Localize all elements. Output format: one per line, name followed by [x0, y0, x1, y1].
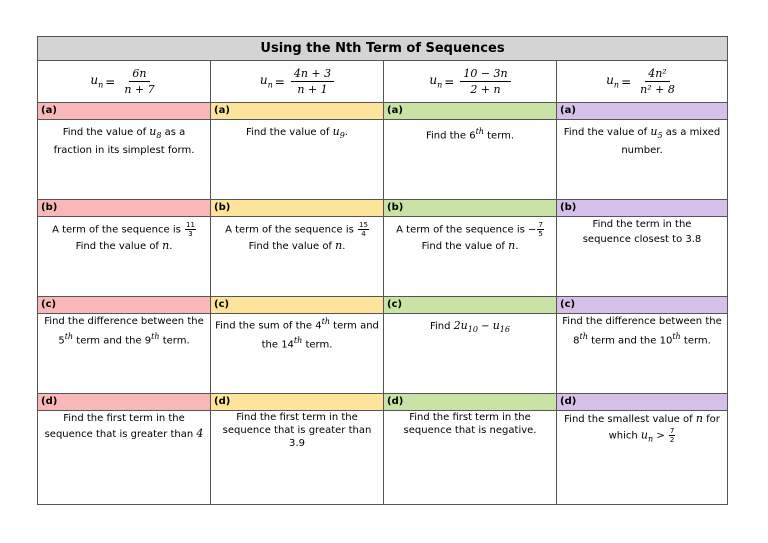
question-1b [38, 200, 210, 297]
column-3 [383, 61, 556, 504]
question-text: Find the difference between the 8th term and the 10th term. [562, 316, 722, 347]
question-text: Find the first term in the sequence that is negative. [403, 412, 537, 436]
question-text: Find the 6th term. [425, 127, 515, 142]
part-label: (b) [384, 200, 556, 217]
formula-lhs: $u_n$ [90, 73, 104, 90]
part-label: (a) [384, 103, 556, 120]
question-4a [557, 103, 727, 200]
question-text: Find the value of $u_9$. [246, 125, 348, 140]
column-2 [210, 61, 383, 504]
question-text: Find the difference between the 5th term and the 9th term. [44, 316, 204, 347]
question-text: A term of the sequence is − $\frac{7}{5}$ Find the value of n. [396, 221, 543, 252]
formula-4: $u_n$ = $\frac{\text{4n²}}{\text{n² + 8}}$ [557, 61, 727, 103]
part-label: (c) [384, 297, 556, 314]
formula-2: $u_n$ = $\frac{4n + 3}{n + 1}$ [211, 61, 383, 103]
question-text: A term of the sequence is $\frac{11}{3}$ Find the value of n. [52, 221, 195, 252]
part-label: (c) [38, 297, 210, 314]
question-text: Find the first term in the sequence that is greater than 3.9 [222, 412, 372, 449]
formula-lhs: $u_n$ [429, 73, 443, 90]
question-3a [384, 103, 556, 200]
part-label: (d) [38, 394, 210, 411]
formula-fraction: $\frac{6n}{n + 7}$ [124, 67, 155, 96]
question-1a [38, 103, 210, 200]
question-text: Find the first term in the sequence that is greater than 4 [44, 413, 204, 440]
question-4d [557, 394, 727, 491]
question-2b [211, 200, 383, 297]
worksheet-title: Using the Nth Term of Sequences [38, 37, 727, 61]
question-text: Find the value of $u_8$ as a fraction in its simplest form. [53, 125, 195, 156]
formula-fraction: $\frac{\text{4n²}}{\text{n² + 8}}$ [640, 67, 675, 96]
question-2a [211, 103, 383, 200]
question-3c [384, 297, 556, 394]
formula-lhs: $u_n$ [259, 73, 273, 90]
question-2d [211, 394, 383, 491]
part-label: (c) [211, 297, 383, 314]
column-1 [38, 61, 210, 504]
formula-lhs: $u_n$ [606, 73, 620, 90]
part-label: (b) [557, 200, 727, 217]
formula-1: $u_n$ = $\frac{6n}{n + 7}$ [38, 61, 210, 103]
question-text: Find $2u_{10} - u_{16}$ [430, 319, 510, 334]
formula-3: $u_n$ = $\frac{10 - 3n}{2 + n}$ [384, 61, 556, 103]
question-4b [557, 200, 727, 297]
part-label: (b) [38, 200, 210, 217]
part-label: (a) [557, 103, 727, 120]
part-label: (d) [384, 394, 556, 411]
question-3b [384, 200, 556, 297]
part-label: (c) [557, 297, 727, 314]
part-label: (a) [38, 103, 210, 120]
question-1d [38, 394, 210, 491]
question-3d [384, 394, 556, 491]
question-text: Find the value of $u_5$ as a mixed number. [563, 125, 721, 156]
part-label: (d) [557, 394, 727, 411]
question-2c [211, 297, 383, 394]
part-label: (d) [211, 394, 383, 411]
column-4 [556, 61, 727, 504]
question-text: Find the smallest value of n for which $u_n$ > $\frac{7}{2}$ [564, 412, 720, 444]
formula-fraction: $\frac{4n + 3}{n + 1}$ [291, 67, 334, 96]
worksheet [37, 36, 728, 505]
question-1c [38, 297, 210, 394]
question-text: Find the term in the sequence closest to 3.8 [582, 219, 702, 245]
part-label: (b) [211, 200, 383, 217]
part-label: (a) [211, 103, 383, 120]
question-text: Find the sum of the 4th term and the 14th term. [215, 317, 379, 351]
question-text: A term of the sequence is $\frac{15}{4}$ Find the value of n. [225, 221, 368, 252]
formula-fraction: $\frac{10 - 3n}{2 + n}$ [460, 67, 510, 96]
question-4c [557, 297, 727, 394]
